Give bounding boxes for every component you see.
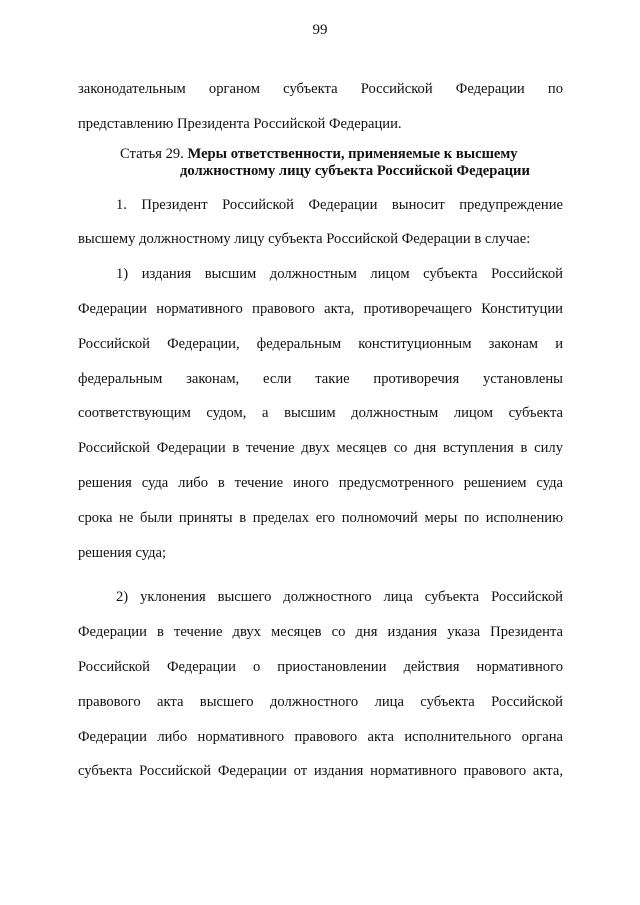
document-body xyxy=(78,72,563,789)
text-line: срока не были приняты в пределах его полномочий меры по исполнению xyxy=(78,509,563,526)
text-line: федеральным законам, если такие противоречия установлены xyxy=(78,370,563,387)
article-title-line-2: должностному лицу субъекта Российской Федерации xyxy=(180,162,530,179)
article-label: Статья 29. xyxy=(120,145,184,162)
text-line: правового акта высшего должностного лица субъекта Российской xyxy=(78,693,563,710)
text-line: представлению Президента Российской Федерации. xyxy=(78,115,402,132)
text-line: субъекта Российской Федерации от издания нормативного правового акта, xyxy=(78,763,563,780)
text-line: Российской Федерации в течение двух месяцев со дня вступления в силу xyxy=(78,440,563,457)
text-line: 1) издания высшим должностным лицом субъекта Российской xyxy=(116,266,563,283)
text-line: Российской Федерации о приостановлении действия нормативного xyxy=(78,658,563,675)
text-line: 2) уклонения высшего должностного лица субъекта Российской xyxy=(116,589,563,606)
article-heading xyxy=(78,146,563,180)
text-line: Федерации либо нормативного правового акта исполнительного органа xyxy=(78,728,563,745)
text-line: высшему должностному лицу субъекта Российской Федерации в случае: xyxy=(78,231,531,248)
text-line: 1. Президент Российской Федерации выносит предупреждение xyxy=(116,196,563,213)
text-line: решения суда либо в течение иного предусмотренного решением суда xyxy=(78,474,563,491)
article-title-line-1: Меры ответственности, применяемые к высшему xyxy=(187,145,518,162)
text-line: Федерации в течение двух месяцев со дня издания указа Президента xyxy=(78,624,563,641)
text-line: законодательным органом субъекта Российской Федерации по xyxy=(78,81,563,97)
page-number: 99 xyxy=(312,22,328,38)
text-line: Российской Федерации, федеральным конституционным законам и xyxy=(78,335,563,352)
text-line: соответствующим судом, а высшим должностным лицом субъекта xyxy=(78,405,563,422)
text-line: решения суда; xyxy=(78,544,167,561)
text-line: Федерации нормативного правового акта, противоречащего Конституции xyxy=(78,300,563,317)
